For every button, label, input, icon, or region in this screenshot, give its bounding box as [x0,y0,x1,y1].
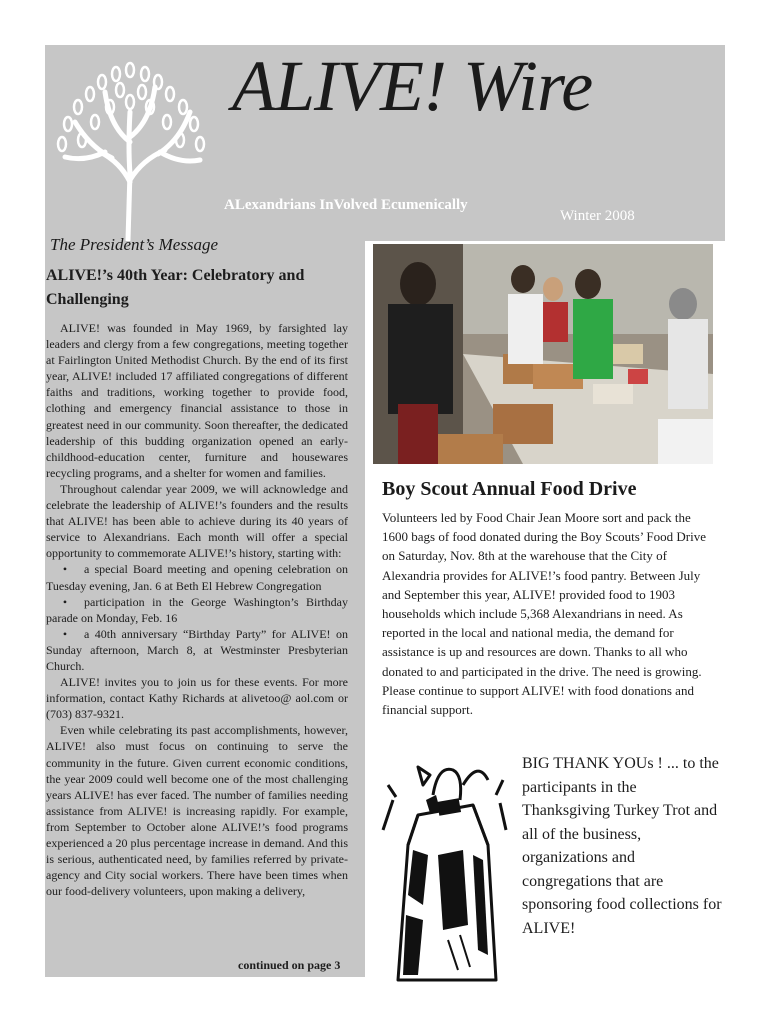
bullet-icon: • [62,626,68,641]
bullet-icon: • [62,594,68,609]
paragraph: Throughout calendar year 2009, we will acknowledge and celebrate the leadership of ALIVE!’s founders and the results that ALIVE! has been able to achieve during its 40 years of service to Alexandrians. Each month will offer a special opportunity to commemorate ALIVE!’s history, starting with: [46,481,348,561]
newsletter-subtitle: ALexandrians InVolved Ecumenically [224,197,468,213]
food-drive-photo [373,244,713,464]
newsletter-title: ALIVE! Wire [232,46,593,126]
article-body [46,320,348,899]
bullet-item: • a 40th anniversary “Birthday Party” for ALIVE! on Sunday afternoon, March 8, at Westminster Presbyterian Church. [46,626,348,673]
issue-date: Winter 2008 [560,208,635,224]
article-heading: ALIVE!’s 40th Year: Celebratory and Challenging [46,267,305,308]
thank-you-note: BIG THANK YOUs ! ... to the participants in the Thanksgiving Turkey Trot and all of the business, organizations and congregations that are sponsoring food collections for ALIVE! [522,755,722,937]
grocery-bag-icon [378,755,513,990]
food-drive-body: Volunteers led by Food Chair Jean Moore sort and pack the 1600 bags of food donated during the Boy Scouts’ Food Drive on Saturday, Nov. 8th at the warehouse that the City of Alexandria provides for ALIVE!’s food pantry. Between July and September this year, ALIVE! provided food to 1903 households which include 5,368 Alexandrians in need. As reported in the local and national media, the demand for assistance is up and resources are down. Thanks to all who donated to and participated in the drive. The need is growing. Please continue to support ALIVE! with food donations and financial support. [382,510,706,718]
bullet-item: • a special Board meeting and opening celebration on Tuesday evening, Jan. 6 at Beth El Hebrew Congregation [46,562,348,593]
tree-logo-icon [50,52,210,242]
food-drive-headline: Boy Scout Annual Food Drive [382,478,637,500]
bullet-item: • participation in the George Washington’s Birthday parade on Monday, Feb. 16 [46,594,348,625]
section-label: The President’s Message [50,235,219,254]
continued-note: continued on page 3 [238,958,341,972]
paragraph: ALIVE! was founded in May 1969, by farsighted lay leaders and clergy from a few congregations, meeting together at Fairlington United Methodist Church. By the end of its first year, ALIVE! included 17 affiliated congregations of different faiths and traditions, working together to provide food, clothing and emergency financial assistance to those in greatest need in our community. Soon thereafter, the dedicated leadership of this budding organization opened an early-childhood-education center, furniture and housewares recycling programs, and a shelter for women and families. [46,321,348,480]
paragraph: Even while celebrating its past accomplishments, however, ALIVE! also must focus on continuing to serve the community in the future. Given current economic conditions, the year 2009 could well become one of the most challenging years ALIVE! has ever faced. The number of families needing assistance from ALIVE! is increasing rapidly. For example, from September to October alone ALIVE!’s food programs experienced a 20 plus percentage increase in demand. And this is serious, authenticated need, by families referred by private-agency and City social workers. There have been times when our food-delivery volunteers, upon making a delivery, [46,723,348,899]
bullet-icon: • [62,562,68,577]
paragraph: ALIVE! invites you to join us for these events. For more information, contact Kathy Richards at alivetoo@ aol.com or (703) 837-9321. [46,675,348,722]
